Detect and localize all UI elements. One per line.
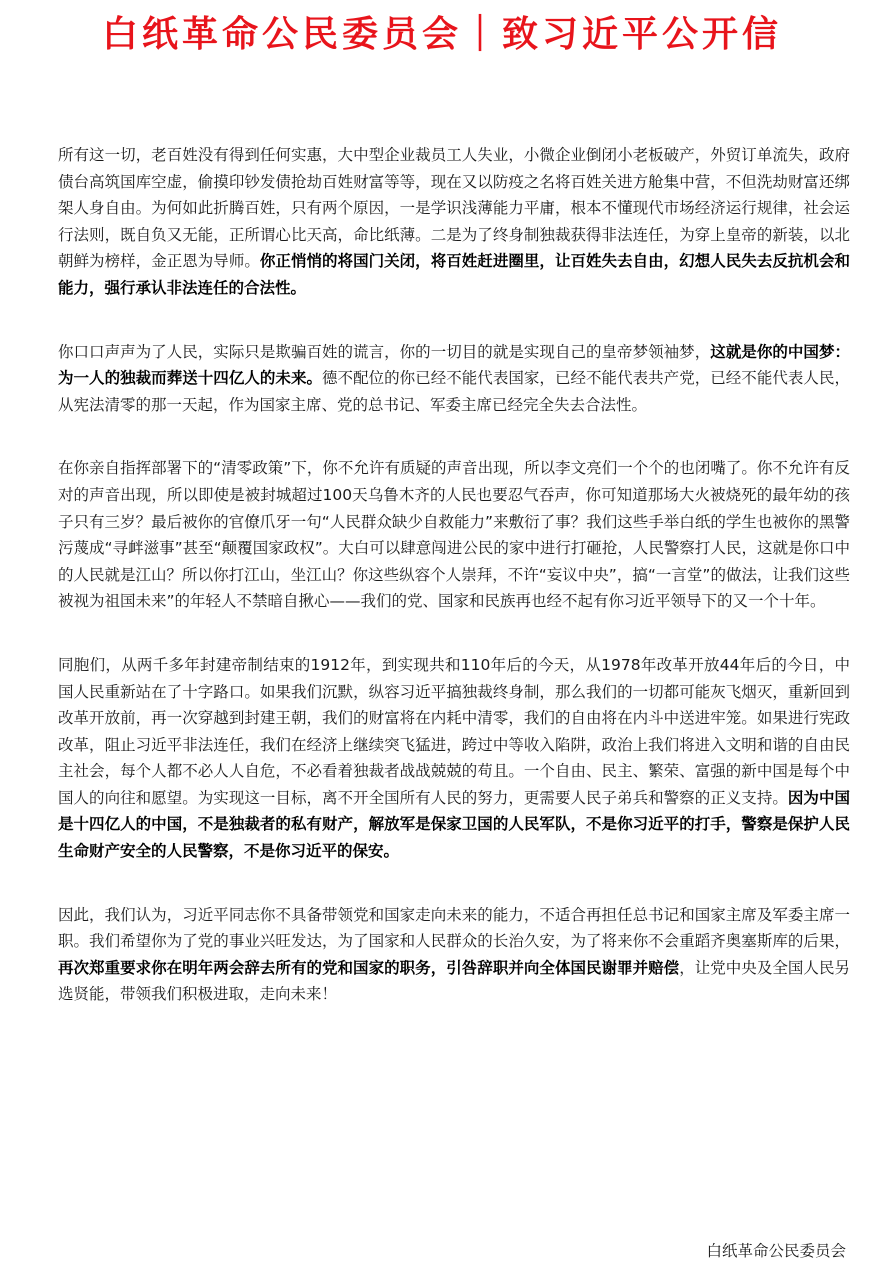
paragraph-1-emphasis: 你正悄悄的将国门关闭，将百姓赶进圈里，让百姓失去自由，幻想人民失去反抗机会和能力，强行承认非法连任的合法性。 xyxy=(58,252,850,297)
paragraph-1 xyxy=(58,142,850,302)
paragraph-4-emphasis: 因为中国是十四亿人的中国，不是独裁者的私有财产，解放军是保家卫国的人民军队，不是你习近平的打手，警察是保护人民生命财产安全的人民警察，不是你习近平的保安。 xyxy=(58,788,850,861)
paragraph-3 xyxy=(58,455,850,615)
paragraph-4 xyxy=(58,652,850,865)
paragraph-2-emphasis: 这就是你的中国梦：为一人的独裁而葬送十四亿人的未来。 xyxy=(58,342,850,388)
paragraph-5-text-a: 因此，我们认为，习近平同志你不具备带领党和国家走向未来的能力，不适合再担任总书记和国家主席及军委主席一职。我们希望你为了党的事业兴旺发达，为了国家和人民群众的长治久安，为了将来你不会重蹈齐奥塞斯库的后果， xyxy=(58,905,850,951)
paragraph-2 xyxy=(58,339,850,419)
paragraph-2-text-b: 德不配位的你已经不能代表国家，已经不能代表共产党，已经不能代表人民，从宪法清零的那一天起，作为国家主席、党的总书记、军委主席已经完全失去合法性。 xyxy=(58,369,850,414)
letter-body xyxy=(58,142,850,1045)
paragraph-5-emphasis: 再次郑重要求你在明年两会辞去所有的党和国家的职务，引咎辞职并向全体国民谢罪并赔偿 xyxy=(58,958,680,977)
paragraph-2-text-a: 你口口声声为了人民，实际只是欺骗百姓的谎言，你的一切目的就是实现自己的皇帝梦领袖梦， xyxy=(58,342,711,361)
paragraph-1-text: 所有这一切，老百姓没有得到任何实惠，大中型企业裁员工人失业，小微企业倒闭小老板破产，外贸订单流失，政府债台高筑国库空虚，偷摸印钞发债抢劫百姓财富等等，现在又以防疫之名将百姓关进方舱集中营，不但洗劫财富还绑架人身自由。为何如此折腾百姓，只有两个原因，一是学识浅薄能力平庸，根本不懂现代市场经济运行规律，社会运行法则，既自负又无能，正所谓心比天高，命比纸薄。二是为了终身制独裁获得非法连任，为穿上皇帝的新装，以北朝鲜为榜样，金正恩为导师。 xyxy=(58,146,850,271)
paragraph-5 xyxy=(58,902,850,1008)
page-title: 白纸革命公民委员会｜致习近平公开信 xyxy=(101,13,782,55)
signature: 白纸革命公民委员会 xyxy=(706,1242,846,1260)
paragraph-5-text-b: ，让党中央及全国人民另选贤能，带领我们积极进取，走向未来！ xyxy=(58,958,850,1004)
paragraph-3-text: 在你亲自指挥部署下的“清零政策”下，你不允许有质疑的声音出现，所以李文亮们一个个的也闭嘴了。你不允许有反对的声音出现，所以即使是被封城超过100天乌鲁木齐的人民也要忍气吞声，你可知道那场大火被烧死的最年幼的孩子只有三岁？最后被你的官僚爪牙一句“人民群众缺少自救能力”来敷衍了事？我们这些手举白纸的学生也被你的黑警污蔑成“寻衅滋事”甚至“颠覆国家政权”。大白可以肆意闯进公民的家中进行打砸抢，人民警察打人民，这就是你口中的人民就是江山？所以你打江山，坐江山？你这些纵容个人崇拜，不许“妄议中央”，搞“一言堂”的做法，让我们这些被视为祖国未来”的年轻人不禁暗自揪心——我们的党、国家和民族再也经不起有你习近平领导下的又一个十年。 xyxy=(58,459,850,611)
paragraph-4-text: 同胞们，从两千多年封建帝制结束的1912年，到实现共和110年后的今天，从1978年改革开放44年后的今日，中国人民重新站在了十字路口。如果我们沉默，纵容习近平搞独裁终身制，那么我们的一切都可能灰飞烟灭，重新回到改革开放前，再一次穿越到封建王朝，我们的财富将在内耗中清零，我们的自由将在内斗中送进牢笼。如果进行宪政改革，阻止习近平非法连任，我们在经济上继续突飞猛进，跨过中等收入陷阱，政治上我们将进入文明和谐的自由民主社会，每个人都不必人人自危，不必看着独裁者战战兢兢的苟且。一个自由、民主、繁荣、富强的新中国是每个中国人的向往和愿望。为实现这一目标，离不开全国所有人民的努力，更需要人民子弟兵和警察的正义支持。 xyxy=(58,655,850,807)
